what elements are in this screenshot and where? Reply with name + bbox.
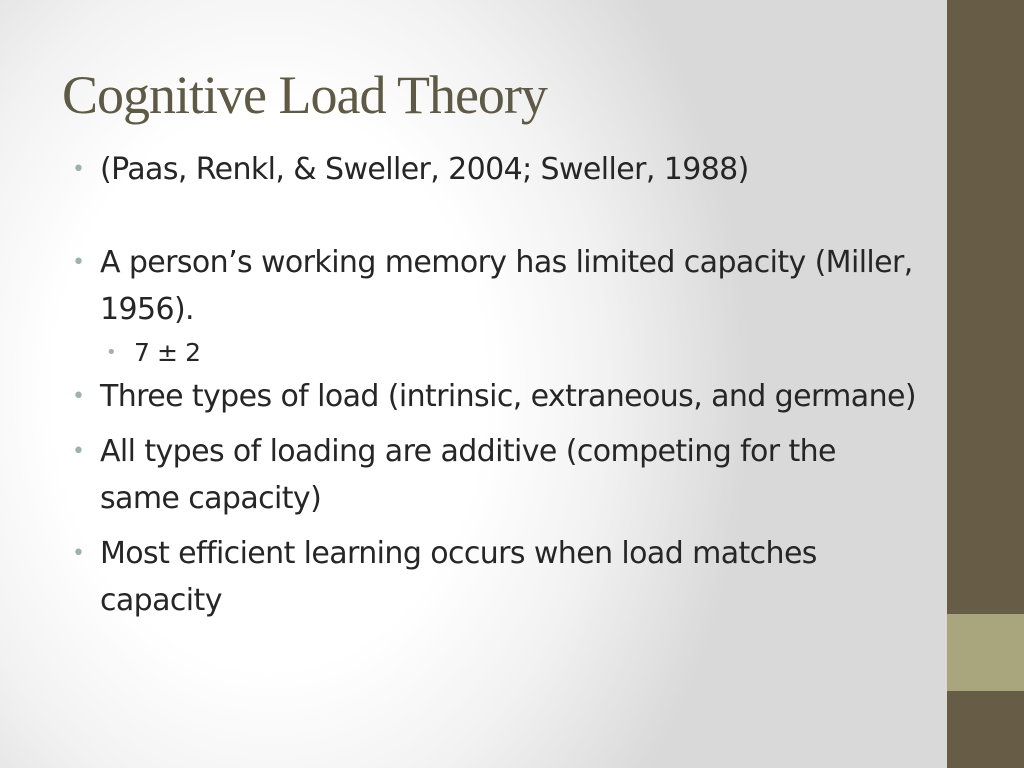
decorative-side-bar-accent bbox=[947, 614, 1024, 691]
bullet-dot-icon: • bbox=[72, 157, 85, 182]
bullet-working-memory bbox=[72, 239, 922, 333]
bullet-text: All types of loading are additive (competing for the same capacity) bbox=[100, 434, 836, 516]
sub-bullet-text: 7 ± 2 bbox=[134, 338, 201, 367]
bullet-text: Most efficient learning occurs when load matches capacity bbox=[100, 536, 817, 618]
sub-bullet-dot-icon: • bbox=[106, 342, 117, 363]
bullet-dot-icon: • bbox=[72, 384, 85, 409]
slide-body bbox=[72, 146, 922, 624]
sub-bullet-seven-plus-minus-two bbox=[72, 333, 922, 373]
slide-title: Cognitive Load Theory bbox=[62, 65, 547, 125]
bullet-additive bbox=[72, 428, 922, 522]
bullet-dot-icon: • bbox=[72, 250, 85, 275]
bullet-dot-icon: • bbox=[72, 541, 85, 566]
bullet-text: (Paas, Renkl, & Sweller, 2004; Sweller, 1988) bbox=[100, 152, 749, 187]
bullet-dot-icon: • bbox=[72, 439, 85, 464]
bullet-efficient-learning bbox=[72, 530, 922, 624]
bullet-citation bbox=[72, 146, 922, 193]
bullet-text: Three types of load (intrinsic, extraneous, and germane) bbox=[100, 379, 916, 414]
bullet-three-types bbox=[72, 373, 922, 420]
bullet-text: A person’s working memory has limited capacity (Miller, 1956). bbox=[100, 245, 913, 327]
